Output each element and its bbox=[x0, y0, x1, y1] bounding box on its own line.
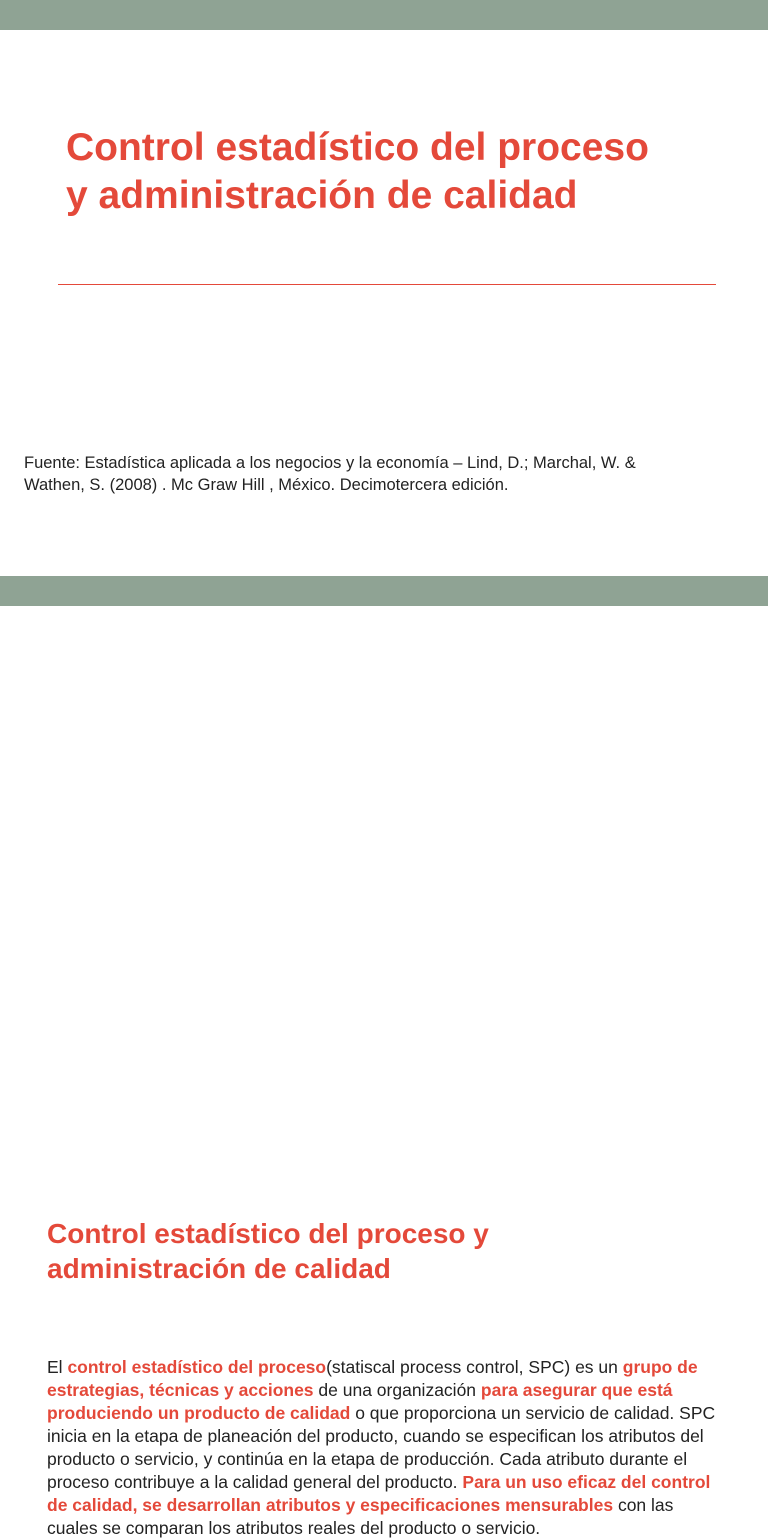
body-text: con las cuales se comparan los atributos reales del producto o servicio. bbox=[47, 1495, 674, 1538]
source-citation bbox=[24, 452, 754, 496]
body-text: (statiscal process control, SPC) es un bbox=[326, 1357, 623, 1377]
slide-2-title-line-2: administración de calidad bbox=[47, 1253, 391, 1284]
slide-1-title-line-1: Control estadístico del proceso bbox=[66, 126, 649, 169]
body-text: El bbox=[47, 1357, 68, 1377]
slide-1-title-line-2: y administración de calidad bbox=[66, 174, 578, 217]
slide-2-title bbox=[47, 1216, 727, 1286]
highlight-measurable-specs: Para un uso eficaz del control de calidad, se desarrollan atributos y especificaciones mensurables bbox=[47, 1472, 711, 1515]
highlight-quality-goal: para asegurar que está produciendo un producto de calidad bbox=[47, 1380, 673, 1423]
top-bar bbox=[0, 576, 768, 606]
highlight-strategies: grupo de estrategias, técnicas y acciones bbox=[47, 1357, 698, 1400]
highlight-spc-term: control estadístico del proceso bbox=[67, 1357, 327, 1377]
slide-1 bbox=[0, 0, 768, 576]
slide-1-title bbox=[66, 124, 746, 220]
spc-definition-paragraph bbox=[47, 1356, 727, 1540]
source-line-2: Wathen, S. (2008) . Mc Graw Hill , México. Decimotercera edición. bbox=[24, 476, 509, 494]
title-divider bbox=[58, 284, 716, 285]
slide-2 bbox=[0, 576, 768, 1538]
top-bar bbox=[0, 0, 768, 30]
body-text: o que proporciona un servicio de calidad. SPC inicia en la etapa de planeación del producto, cuando se especifican los atributos del producto o servicio, y continúa en la etapa de producción. Cada atributo durante el proceso contribuye a la calidad general del producto. bbox=[47, 1403, 716, 1492]
slide-2-title-line-1: Control estadístico del proceso y bbox=[47, 1218, 489, 1249]
body-text: de una organización bbox=[313, 1380, 481, 1400]
source-line-1: Fuente: Estadística aplicada a los negocios y la economía – Lind, D.; Marchal, W. & bbox=[24, 454, 636, 472]
